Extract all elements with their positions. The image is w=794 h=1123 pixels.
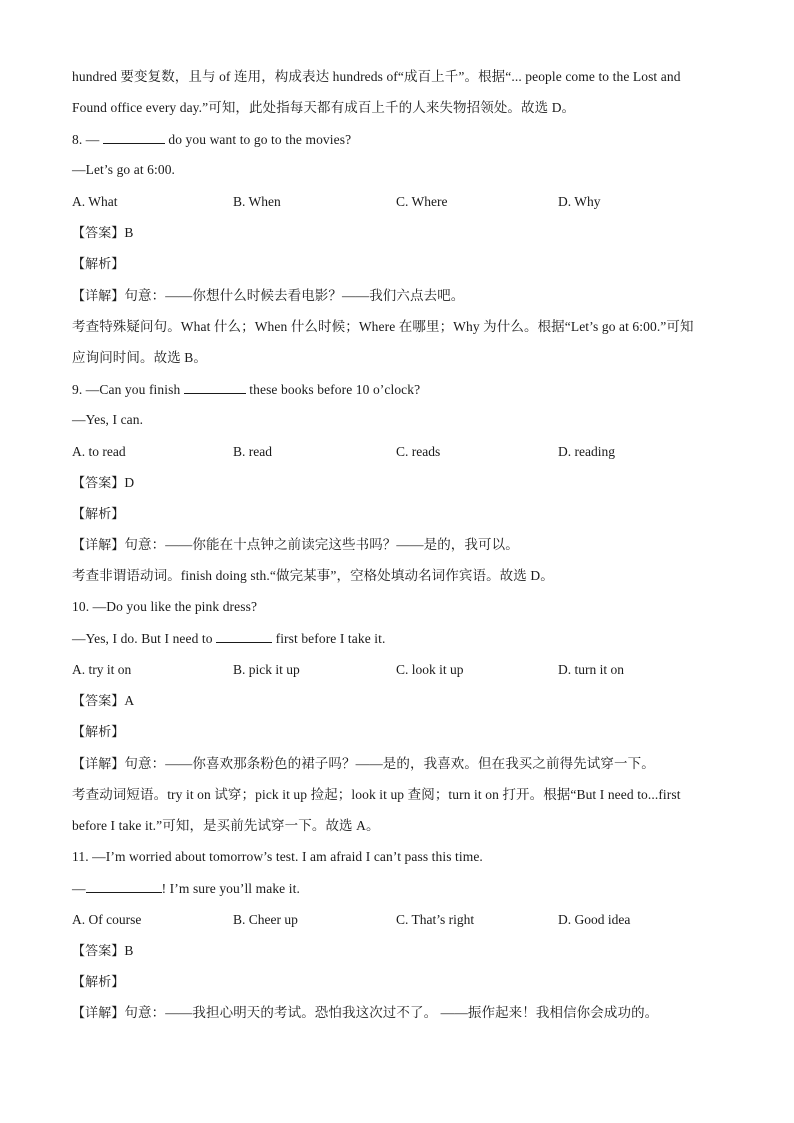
answer-label: 【答案】 xyxy=(72,944,125,959)
detail-label: 【详解】 xyxy=(72,1006,125,1021)
reply-suffix: ! I’m sure you’ll make it. xyxy=(161,881,300,896)
answer-value: B xyxy=(124,225,134,240)
q8-explain-1: 考查特殊疑问句。What 什么；When 什么时候；Where 在哪里；Why 为什么。根据“Let’s go at 6:00.”可知 xyxy=(72,319,694,334)
q11-option-d: D. Good idea xyxy=(558,912,631,927)
reply-suffix: first before I take it. xyxy=(275,631,386,646)
q8-analysis-label xyxy=(72,255,124,274)
answer-blank xyxy=(216,629,272,643)
q9-answer xyxy=(72,474,134,493)
q11-option-a: A. Of course xyxy=(72,912,142,927)
q8-option-b: B. When xyxy=(233,194,281,209)
q11-option-b: B. Cheer up xyxy=(233,912,298,927)
answer-label: 【答案】 xyxy=(72,226,125,241)
answer-value: B xyxy=(124,943,134,958)
analysis-label: 【解析】 xyxy=(72,725,125,740)
q8-detail xyxy=(72,287,464,306)
q8-option-d: D. Why xyxy=(558,194,601,209)
analysis-label: 【解析】 xyxy=(72,257,125,272)
q10-option-b: B. pick it up xyxy=(233,662,300,677)
question-11: 11. —I’m worried about tomorrow’s test. I am afraid I can’t pass this time. xyxy=(72,849,483,864)
q10-answer xyxy=(72,692,134,711)
detail-label: 【详解】 xyxy=(72,538,125,553)
q10-explain-2: before I take it.”可知，是买前先试穿一下。故选 A。 xyxy=(72,818,380,833)
q9-option-b: B. read xyxy=(233,444,272,459)
answer-blank xyxy=(86,879,162,893)
question-9-number: 9. —Can you finish xyxy=(72,382,181,397)
question-8-number: 8. — xyxy=(72,132,100,147)
question-10: 10. —Do you like the pink dress? xyxy=(72,599,258,614)
q8-option-c: C. Where xyxy=(396,194,448,209)
q9-explain-1: 考查非谓语动词。finish doing sth.“做完某事”，空格处填动名词作宾语。故选 D。 xyxy=(72,568,554,583)
q10-option-a: A. try it on xyxy=(72,662,132,677)
question-9-text: these books before 10 o’clock? xyxy=(249,382,421,397)
detail-text: 句意：——我担心明天的考试。恐怕我这次过不了。 ——振作起来！我相信你会成功的。 xyxy=(124,1005,659,1020)
q10-analysis-label xyxy=(72,723,124,742)
q11-answer xyxy=(72,942,134,961)
answer-blank xyxy=(184,380,246,394)
answer-blank xyxy=(103,130,165,144)
detail-text: 句意：——你想什么时候去看电影？——我们六点去吧。 xyxy=(124,288,465,303)
q10-option-c: C. look it up xyxy=(396,662,464,677)
answer-value: D xyxy=(124,475,135,490)
q9-analysis-label xyxy=(72,505,124,524)
question-9-reply: —Yes, I can. xyxy=(72,412,144,427)
analysis-label: 【解析】 xyxy=(72,975,125,990)
q8-answer xyxy=(72,224,134,243)
detail-label: 【详解】 xyxy=(72,757,125,772)
q11-analysis-label xyxy=(72,973,124,992)
q8-explain-2: 应询问时间。故选 B。 xyxy=(72,350,207,365)
analysis-label: 【解析】 xyxy=(72,507,125,522)
q9-detail xyxy=(72,536,519,555)
q10-detail xyxy=(72,755,655,774)
question-8 xyxy=(72,130,351,149)
intro-line-2: Found office every day.”可知，此处指每天都有成百上千的人来失物招领处。故选 D。 xyxy=(72,100,576,115)
q10-option-d: D. turn it on xyxy=(558,662,624,677)
detail-label: 【详解】 xyxy=(72,289,125,304)
question-8-text: do you want to go to the movies? xyxy=(168,132,352,147)
reply-prefix: —Yes, I do. But I need to xyxy=(72,631,213,646)
answer-label: 【答案】 xyxy=(72,694,125,709)
answer-value: A xyxy=(124,693,135,708)
answer-label: 【答案】 xyxy=(72,476,125,491)
reply-prefix: — xyxy=(72,881,86,896)
q8-option-a: A. What xyxy=(72,194,118,209)
intro-line-1: hundred 要变复数，且与 of 连用，构成表达 hundreds of“成百上千”。根据“... people come to the Lost and xyxy=(72,69,681,84)
q9-option-a: A. to read xyxy=(72,444,126,459)
question-11-reply xyxy=(72,879,300,898)
question-8-reply: —Let’s go at 6:00. xyxy=(72,162,176,177)
q11-detail xyxy=(72,1004,658,1023)
q11-option-c: C. That’s right xyxy=(396,912,475,927)
detail-text: 句意：——你能在十点钟之前读完这些书吗？——是的，我可以。 xyxy=(124,537,519,552)
detail-text: 句意：——你喜欢那条粉色的裙子吗？——是的，我喜欢。但在我买之前得先试穿一下。 xyxy=(124,756,655,771)
q9-option-c: C. reads xyxy=(396,444,441,459)
q9-option-d: D. reading xyxy=(558,444,615,459)
question-10-reply xyxy=(72,629,385,648)
q10-explain-1: 考查动词短语。try it on 试穿；pick it up 捡起；look it up 查阅；turn it on 打开。根据“But I need to...first xyxy=(72,787,681,802)
question-9 xyxy=(72,380,420,399)
